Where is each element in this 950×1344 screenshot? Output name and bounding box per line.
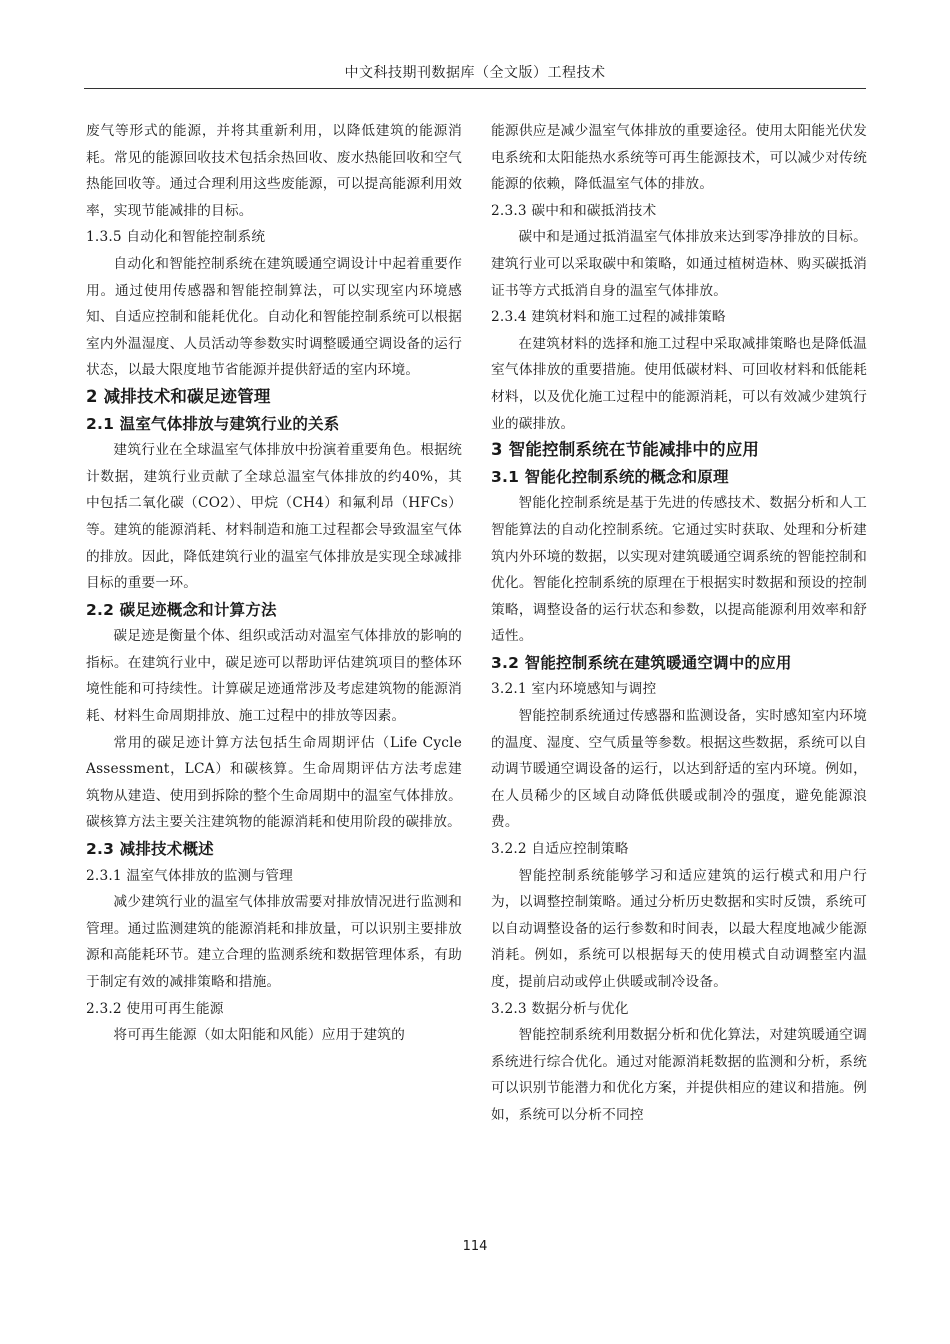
paragraph-3-1: 智能化控制系统是基于先进的传感技术、数据分析和人工智能算法的自动化控制系统。它通过实时获取、处理和分析建筑内外环境的数据，以实现对建筑暖通空调系统的智能控制和优化。智能化控制系统的原理在于根据实时数据和预设的控制策略，调整设备的运行状态和参数，以提高能源利用效率和舒适性。 bbox=[491, 495, 867, 645]
journal-header: 中文科技期刊数据库（全文版）工程技术 bbox=[344, 65, 606, 81]
left-column bbox=[86, 118, 462, 1049]
paragraph-2-2-a: 碳足迹是衡量个体、组织或活动对温室气体排放的影响的指标。在建筑行业中，碳足迹可以帮助评估建筑项目的整体环境性能和可持续性。计算碳足迹通常涉及考虑建筑物的能源消耗、材料生命周期排放、施工过程中的排放等因素。 bbox=[86, 628, 462, 725]
heading-2-2: 2.2 碳足迹概念和计算方法 bbox=[86, 600, 277, 619]
paragraph-2-3-2: 将可再生能源（如太阳能和风能）应用于建筑的 bbox=[113, 1027, 406, 1044]
heading-section-2: 2 减排技术和碳足迹管理 bbox=[86, 386, 271, 406]
heading-2-3-4: 2.3.4 建筑材料和施工过程的减排策略 bbox=[491, 309, 726, 326]
paragraph-2-3-4: 在建筑材料的选择和施工过程中采取减排策略也是降低温室气体排放的重要措施。使用低碳材料、可回收材料和低能耗材料，以及优化施工过程中的能源消耗，可以有效减少建筑行业的碳排放。 bbox=[491, 335, 867, 432]
header-rule bbox=[84, 88, 866, 89]
heading-2-3-2: 2.3.2 使用可再生能源 bbox=[86, 1000, 224, 1017]
paragraph-1-3-5: 自动化和智能控制系统在建筑暖通空调设计中起着重要作用。通过使用传感器和智能控制算法，可以实现室内环境感知、自适应控制和能耗优化。自动化和智能控制系统可以根据室内外温湿度、人员活动等参数实时调整暖通空调设备的运行状态，以最大限度地节省能源并提供舒适的室内环境。 bbox=[86, 255, 462, 379]
heading-3-2-3: 3.2.3 数据分析与优化 bbox=[491, 1000, 629, 1017]
heading-2-3-1: 2.3.1 温室气体排放的监测与管理 bbox=[86, 867, 294, 884]
paragraph-continued: 废气等形式的能源，并将其重新利用，以降低建筑的能源消耗。常见的能源回收技术包括余热回收、废水热能回收和空气热能回收等。通过合理利用这些废能源，可以提高能源利用效率，实现节能减排的目标。 bbox=[86, 123, 462, 219]
page-number: 114 bbox=[462, 1239, 488, 1254]
right-column bbox=[491, 118, 867, 1129]
heading-2-1: 2.1 温室气体排放与建筑行业的关系 bbox=[86, 414, 340, 433]
paragraph-2-3-3: 碳中和是通过抵消温室气体排放来达到零净排放的目标。建筑行业可以采取碳中和策略，如通过植树造林、购买碳抵消证书等方式抵消自身的温室气体排放。 bbox=[491, 229, 867, 299]
paragraph-2-3-1: 减少建筑行业的温室气体排放需要对排放情况进行监测和管理。通过监测建筑的能源消耗和排放量，可以识别主要排放源和高能耗环节。建立合理的监测系统和数据管理体系，有助于制定有效的减排策略和措施。 bbox=[86, 894, 462, 990]
paragraph-2-1: 建筑行业在全球温室气体排放中扮演着重要角色。根据统计数据，建筑行业贡献了全球总温室气体排放的约40%，其中包括二氧化碳（CO2）、甲烷（CH4）和氟利昂（HFCs）等。建筑的能源消耗、材料制造和施工过程都会导致温室气体的排放。因此，降低建筑行业的温室气体排放是实现全球减排目标的重要一环。 bbox=[86, 442, 462, 592]
heading-3-2-1: 3.2.1 室内环境感知与调控 bbox=[491, 681, 657, 698]
paragraph-3-2-2: 智能控制系统能够学习和适应建筑的运行模式和用户行为，以调整控制策略。通过分析历史数据和实时反馈，系统可以自动调整设备的运行参数和时间表，以最大程度地减少能源消耗。例如，系统可以根据每天的使用模式自动调整室内温度，提前启动或停止供暖或制冷设备。 bbox=[491, 867, 867, 990]
paragraph-2-2-b: 常用的碳足迹计算方法包括生命周期评估（Life Cycle Assessment，LCA）和碳核算。生命周期评估方法考虑建筑物从建造、使用到拆除的整个生命周期中的温室气体排放。碳核算方法主要关注建筑物的能源消耗和使用阶段的碳排放。 bbox=[86, 734, 462, 831]
heading-section-3: 3 智能控制系统在节能减排中的应用 bbox=[491, 440, 760, 460]
paragraph-continued-right: 能源供应是减少温室气体排放的重要途径。使用太阳能光伏发电系统和太阳能热水系统等可再生能源技术，可以减少对传统能源的依赖，降低温室气体的排放。 bbox=[491, 123, 867, 193]
heading-3-2: 3.2 智能控制系统在建筑暖通空调中的应用 bbox=[491, 653, 792, 672]
heading-1-3-5: 1.3.5 自动化和智能控制系统 bbox=[86, 229, 266, 246]
heading-3-2-2: 3.2.2 自适应控制策略 bbox=[491, 841, 629, 858]
heading-2-3: 2.3 减排技术概述 bbox=[86, 840, 214, 859]
heading-3-1: 3.1 智能化控制系统的概念和原理 bbox=[491, 467, 729, 486]
heading-2-3-3: 2.3.3 碳中和和碳抵消技术 bbox=[491, 202, 657, 219]
paragraph-3-2-3: 智能控制系统利用数据分析和优化算法，对建筑暖通空调系统进行综合优化。通过对能源消耗数据的监测和分析，系统可以识别节能潜力和优化方案，并提供相应的建议和措施。例如，系统可以分析不同控 bbox=[491, 1027, 867, 1123]
paragraph-3-2-1: 智能控制系统通过传感器和监测设备，实时感知室内环境的温度、湿度、空气质量等参数。根据这些数据，系统可以自动调节暖通空调设备的运行，以达到舒适的室内环境。例如，在人员稀少的区域自动降低供暖或制冷的强度，避免能源浪费。 bbox=[491, 708, 867, 831]
